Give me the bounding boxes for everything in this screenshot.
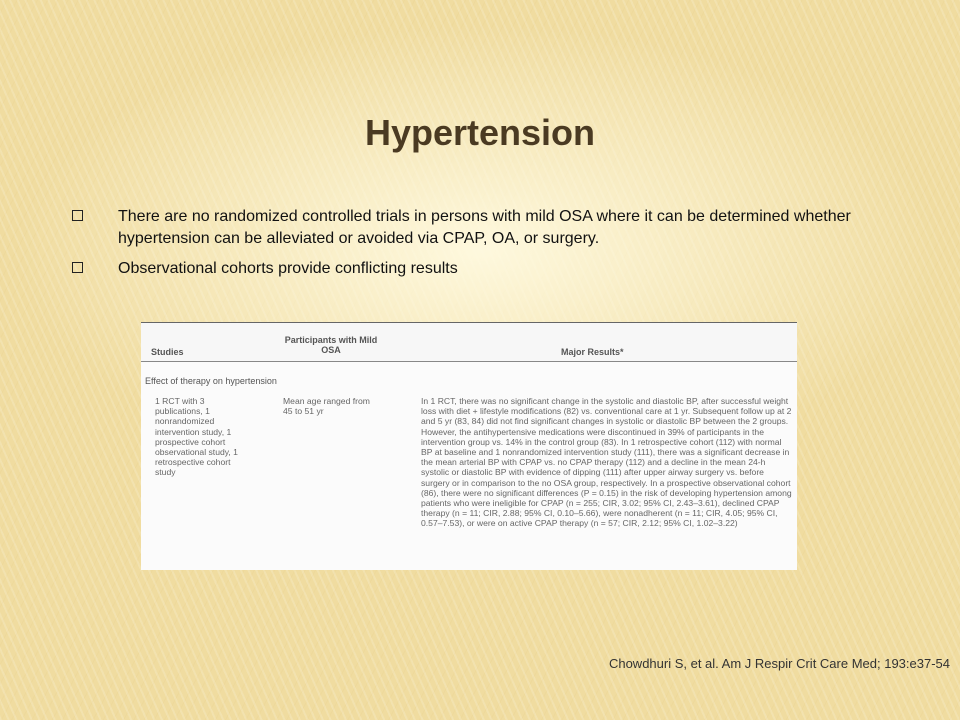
bullet-item (72, 258, 872, 280)
header-results: Major Results* (561, 347, 624, 357)
table-cell-participants: Mean age ranged from 45 to 51 yr (283, 396, 370, 417)
evidence-table-image (141, 322, 797, 570)
header-studies: Studies (151, 347, 184, 357)
table-cell-studies: 1 RCT with 3 publications, 1 nonrandomized intervention study, 1 prospective cohort observational study, 1 retrospective cohort study (155, 396, 238, 478)
table-header (141, 322, 797, 362)
bullet-text: Observational cohorts provide conflicting results (118, 260, 458, 277)
table-section-label: Effect of therapy on hypertension (145, 376, 277, 386)
square-bullet-icon (72, 262, 83, 273)
bullet-text: There are no randomized controlled trials in persons with mild OSA where it can be determined whether hypertension can be alleviated or avoided via CPAP, OA, or surgery. (118, 208, 851, 247)
table-cell-results: In 1 RCT, there was no significant change in the systolic and diastolic BP, after successful weight loss with diet + lifestyle modifications (82) vs. conventional care at 1 yr. Subsequent follow up at 2 and 5 yr (83, 84) did not find significant changes in systolic or diastolic BP between the 2 groups. However, the antihypertensive medications were discontinued in 39% of participants in the intervention group vs. 14% in the control group (83). In 1 retrospective cohort (112) with normal BP at baseline and 1 nonrandomized intervention study (111), there was a significant decrease in the mean arterial BP with CPAP vs. no CPAP therapy (112) and a decline in the mean 24-h systolic or diastolic BP with evidence of dipping (111) after upper airway surgery vs. before surgery or in comparison to the no OSA group, respectively. In a prospective observational cohort (86), there were no significant differences (P = 0.15) in the risk of developing hypertension among patients who were ineligible for CPAP (n = 255; CIR, 3.02; 95% CI, 2.43–3.61), declined CPAP therapy (n = 11; CIR, 2.88; 95% CI, 0.10–5.66), were nonadherent (n = 11; CIR, 4.05; 95% CI, 0.57–7.53), or were on active CPAP therapy (n = 57; CIR, 2.12; 95% CI, 1.02–3.22) (421, 396, 792, 529)
header-participants: Participants with Mild OSA (284, 335, 378, 356)
slide-title: Hypertension (364, 112, 596, 153)
bullet-item (72, 206, 872, 250)
square-bullet-icon (72, 210, 83, 221)
bullet-list (72, 206, 872, 288)
citation: Chowdhuri S, et al. Am J Respir Crit Care Med; 193:e37-54 (608, 656, 950, 671)
